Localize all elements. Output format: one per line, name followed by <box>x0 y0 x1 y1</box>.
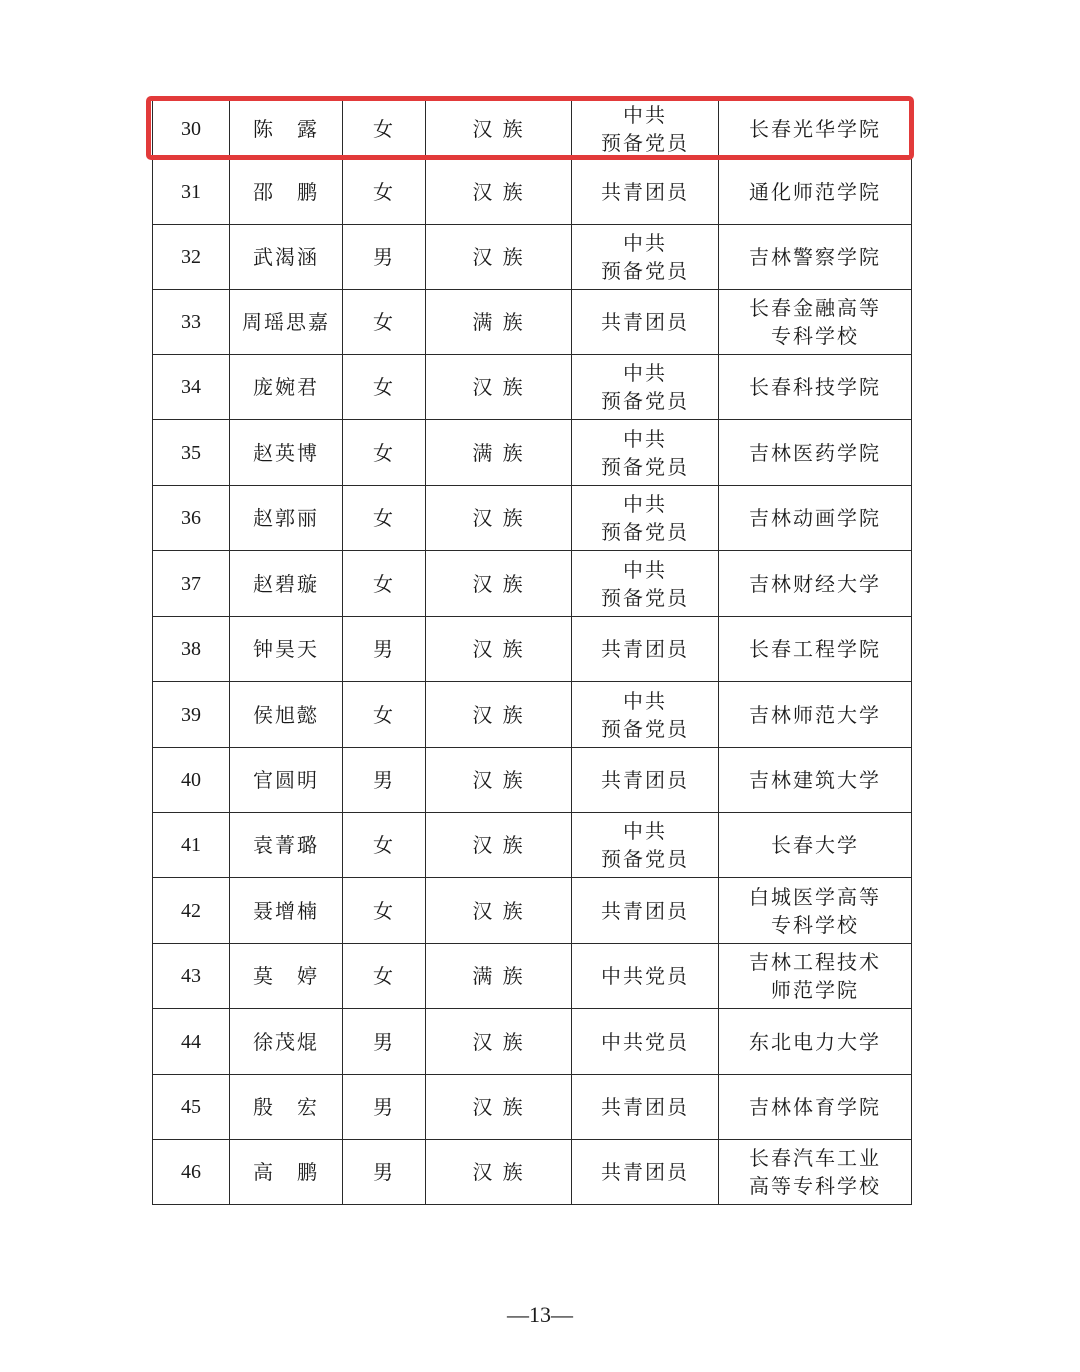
cell-political-status: 中共 预备党员 <box>572 420 719 486</box>
cell-gender: 男 <box>343 1075 426 1140</box>
table-row <box>153 159 912 225</box>
cell-school: 吉林师范大学 <box>719 682 912 748</box>
cell-political-status: 中共党员 <box>572 944 719 1009</box>
cell-gender: 女 <box>343 420 426 486</box>
cell-ethnicity: 汉 族 <box>426 1140 572 1205</box>
cell-ethnicity: 满 族 <box>426 944 572 1009</box>
cell-gender: 女 <box>343 486 426 551</box>
cell-political-status: 中共 预备党员 <box>572 682 719 748</box>
cell-gender: 男 <box>343 1009 426 1075</box>
cell-political-status: 中共 预备党员 <box>572 355 719 420</box>
cell-gender: 男 <box>343 1140 426 1205</box>
cell-school: 长春金融高等 专科学校 <box>719 290 912 355</box>
table-row <box>153 1140 912 1205</box>
cell-school: 长春大学 <box>719 813 912 878</box>
cell-name: 钟昊天 <box>230 617 343 682</box>
cell-political-status: 共青团员 <box>572 1140 719 1205</box>
cell-political-status: 共青团员 <box>572 290 719 355</box>
cell-gender: 男 <box>343 617 426 682</box>
cell-school: 吉林体育学院 <box>719 1075 912 1140</box>
cell-number: 34 <box>153 355 230 420</box>
cell-gender: 女 <box>343 100 426 159</box>
table-row <box>153 1009 912 1075</box>
cell-name: 袁菁璐 <box>230 813 343 878</box>
cell-political-status: 中共党员 <box>572 1009 719 1075</box>
cell-school: 吉林工程技术 师范学院 <box>719 944 912 1009</box>
cell-name: 陈 露 <box>230 100 343 159</box>
cell-political-status: 中共 预备党员 <box>572 551 719 617</box>
cell-political-status: 共青团员 <box>572 617 719 682</box>
cell-gender: 女 <box>343 355 426 420</box>
cell-political-status: 共青团员 <box>572 878 719 944</box>
cell-ethnicity: 汉 族 <box>426 748 572 813</box>
cell-ethnicity: 满 族 <box>426 420 572 486</box>
cell-number: 41 <box>153 813 230 878</box>
cell-political-status: 中共 预备党员 <box>572 486 719 551</box>
cell-name: 侯旭懿 <box>230 682 343 748</box>
cell-gender: 女 <box>343 551 426 617</box>
cell-gender: 男 <box>343 748 426 813</box>
cell-ethnicity: 汉 族 <box>426 1009 572 1075</box>
cell-number: 33 <box>153 290 230 355</box>
cell-name: 殷 宏 <box>230 1075 343 1140</box>
cell-school: 吉林警察学院 <box>719 225 912 290</box>
cell-school: 通化师范学院 <box>719 159 912 225</box>
cell-school: 吉林建筑大学 <box>719 748 912 813</box>
cell-gender: 女 <box>343 290 426 355</box>
cell-ethnicity: 汉 族 <box>426 617 572 682</box>
cell-ethnicity: 汉 族 <box>426 551 572 617</box>
cell-gender: 男 <box>343 225 426 290</box>
cell-school: 长春科技学院 <box>719 355 912 420</box>
cell-ethnicity: 汉 族 <box>426 486 572 551</box>
cell-political-status: 共青团员 <box>572 1075 719 1140</box>
cell-political-status: 共青团员 <box>572 159 719 225</box>
cell-name: 聂增楠 <box>230 878 343 944</box>
cell-school: 长春光华学院 <box>719 100 912 159</box>
cell-number: 32 <box>153 225 230 290</box>
roster-table <box>152 100 912 1205</box>
cell-number: 45 <box>153 1075 230 1140</box>
cell-number: 31 <box>153 159 230 225</box>
table-row <box>153 617 912 682</box>
cell-number: 37 <box>153 551 230 617</box>
cell-name: 官圆明 <box>230 748 343 813</box>
table-row <box>153 225 912 290</box>
cell-ethnicity: 汉 族 <box>426 1075 572 1140</box>
table-row <box>153 486 912 551</box>
cell-name: 赵郭丽 <box>230 486 343 551</box>
cell-ethnicity: 汉 族 <box>426 159 572 225</box>
cell-number: 38 <box>153 617 230 682</box>
cell-school: 白城医学高等 专科学校 <box>719 878 912 944</box>
cell-school: 吉林动画学院 <box>719 486 912 551</box>
cell-ethnicity: 汉 族 <box>426 100 572 159</box>
cell-number: 46 <box>153 1140 230 1205</box>
table-row <box>153 682 912 748</box>
cell-ethnicity: 汉 族 <box>426 355 572 420</box>
cell-number: 40 <box>153 748 230 813</box>
table-row <box>153 944 912 1009</box>
cell-number: 35 <box>153 420 230 486</box>
cell-gender: 女 <box>343 682 426 748</box>
table-row <box>153 100 912 159</box>
cell-name: 邵 鹏 <box>230 159 343 225</box>
table-row <box>153 290 912 355</box>
cell-number: 30 <box>153 100 230 159</box>
table-row <box>153 420 912 486</box>
cell-name: 庞婉君 <box>230 355 343 420</box>
page-number: —13— <box>507 1302 573 1327</box>
cell-political-status: 中共 预备党员 <box>572 813 719 878</box>
cell-gender: 女 <box>343 944 426 1009</box>
cell-number: 42 <box>153 878 230 944</box>
cell-gender: 女 <box>343 813 426 878</box>
cell-name: 莫 婷 <box>230 944 343 1009</box>
cell-ethnicity: 汉 族 <box>426 813 572 878</box>
cell-school: 长春工程学院 <box>719 617 912 682</box>
cell-name: 赵英博 <box>230 420 343 486</box>
table-row <box>153 1075 912 1140</box>
cell-political-status: 共青团员 <box>572 748 719 813</box>
cell-political-status: 中共 预备党员 <box>572 225 719 290</box>
cell-ethnicity: 满 族 <box>426 290 572 355</box>
cell-gender: 女 <box>343 159 426 225</box>
cell-ethnicity: 汉 族 <box>426 225 572 290</box>
table-row <box>153 878 912 944</box>
cell-school: 东北电力大学 <box>719 1009 912 1075</box>
cell-number: 39 <box>153 682 230 748</box>
cell-ethnicity: 汉 族 <box>426 682 572 748</box>
table-row <box>153 551 912 617</box>
cell-ethnicity: 汉 族 <box>426 878 572 944</box>
cell-name: 武渴涵 <box>230 225 343 290</box>
cell-school: 吉林财经大学 <box>719 551 912 617</box>
table-row <box>153 355 912 420</box>
cell-number: 44 <box>153 1009 230 1075</box>
cell-political-status: 中共 预备党员 <box>572 100 719 159</box>
cell-name: 高 鹏 <box>230 1140 343 1205</box>
roster-table-body <box>153 100 912 1205</box>
cell-number: 36 <box>153 486 230 551</box>
cell-name: 周瑶思嘉 <box>230 290 343 355</box>
cell-name: 徐茂焜 <box>230 1009 343 1075</box>
cell-school: 吉林医药学院 <box>719 420 912 486</box>
cell-number: 43 <box>153 944 230 1009</box>
cell-name: 赵碧璇 <box>230 551 343 617</box>
cell-gender: 女 <box>343 878 426 944</box>
cell-school: 长春汽车工业 高等专科学校 <box>719 1140 912 1205</box>
table-row <box>153 813 912 878</box>
roster-sheet <box>152 100 911 1205</box>
table-row <box>153 748 912 813</box>
